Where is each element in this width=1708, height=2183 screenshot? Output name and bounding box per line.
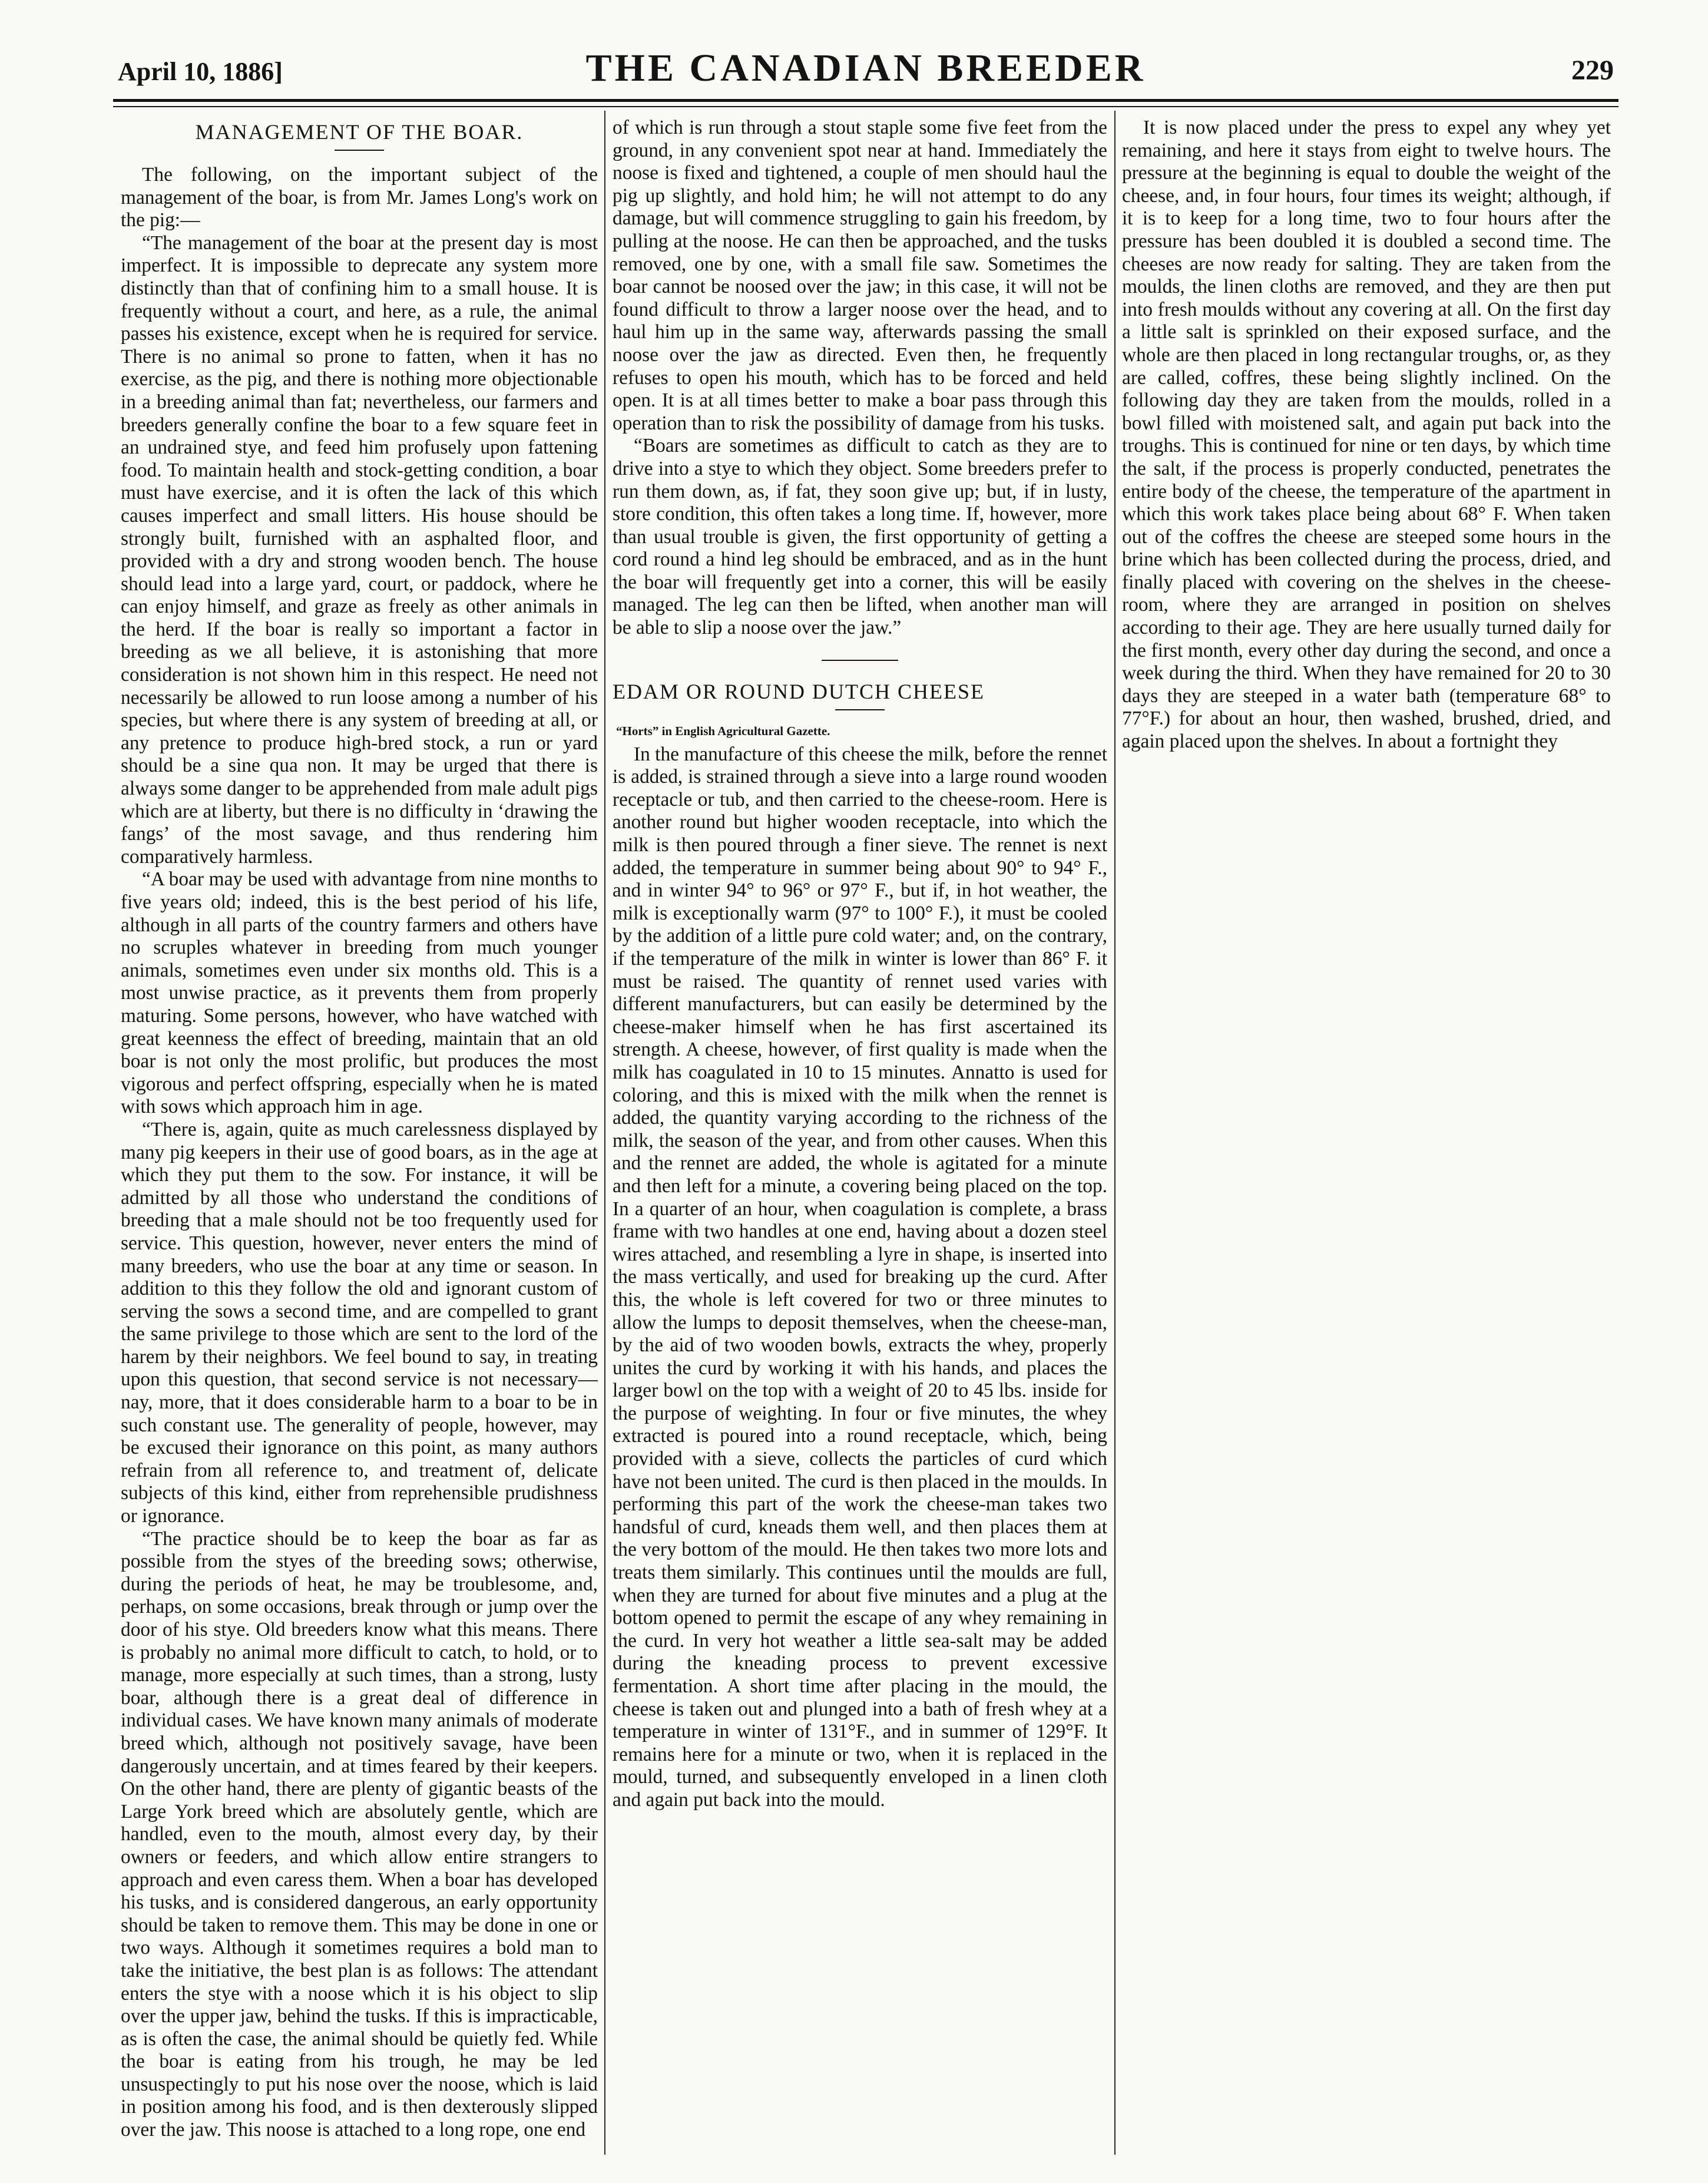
header-rule-thin: [113, 106, 1618, 107]
page-number: 229: [1571, 55, 1614, 86]
edam-paragraph-1: In the manufacture of this cheese the milk, before the rennet is added, is strained through a sieve into a large round wooden receptacle or tub, and then carried to the cheese-room. Here is another round but higher wooden receptacle, into which the milk is then poured through a finer sieve. The rennet is next added, the temperature in summer being about 90° to 94° F., and in winter 94° to 96° or 97° F., but if, in hot weather, the milk is exceptionally warm (97° to 100° F.), it must be cooled by the addition of a little pure cold water; and, on the contrary, if the temperature of the milk in winter is lower than 86° F. it must be raised. The quantity of rennet used varies with different manufacturers, but can easily be determined by the cheese-maker himself when he has first ascertained its strength. A cheese, however, of first quality is made when the milk has coagulated in 10 to 15 minutes. Annatto is used for coloring, and this is mixed with the milk when the rennet is added, the quantity varying according to the richness of the milk, the season of the year, and from other causes. When this and the rennet are added, the whole is agitated for a minute and then left for a minute, a covering being placed on the top. In a quarter of an hour, when coagulation is complete, a brass frame with two handles at one end, having about a dozen steel wires attached, and resembling a lyre in shape, is inserted into the mass vertically, and used for breaking up the curd. After this, the whole is left covered for two or three minutes to allow the lumps to deposit themselves, when the cheese-man, by the aid of two wooden bowls, extracts the whey, properly unites the curd by working it with his hands, and places the larger bowl on the top with a weight of 20 to 45 lbs. inside for the purpose of weighting. In four or five minutes, the whey extracted is poured into a round receptacle, which, being provided with a sieve, collects the particles of curd which have not been united. The curd is then placed in the moulds. In performing this part of the work the cheese-man takes two handsful of curd, kneads them well, and then places them at the very bottom of the mould. He then takes two more lots and treats them similarly. This continues until the moulds are full, when they are turned for about five minutes and a plug at the bottom opened to permit the escape of any whey remaining in the curd. In very hot weather a little sea-salt may be added during the kneading process to prevent excessive fermentation. A short time after placing in the mould, the cheese is taken out and plunged into a bath of fresh whey at a temperature in winter of 131°F., and in summer of 129°F. It remains here for a minute or two, when it is replaced in the mould, turned, and subsequently enveloped in a linen cloth and again put back into the mould.: [613, 743, 1107, 1811]
issue-date: April 10, 1886]: [118, 57, 283, 86]
masthead-title: THE CANADIAN BREEDER: [585, 47, 1146, 90]
boar-paragraph-3: “A boar may be used with advantage from nine months to five years old; indeed, this is the best period of his life, although in all parts of the country farmers and others have no scruples whatever in breeding from much younger animals, sometimes even under six months old. This is a most unwise practice, as it prevents them from properly maturing. Some persons, however, who have watched with great keenness the effect of breeding, maintain that an old boar is not only the most prolific, but produces the most vigorous and perfect offspring, especially when he is mated with sows which approach him in age.: [121, 868, 598, 1118]
page-header: [118, 46, 1614, 99]
edam-paragraph-2: It is now placed under the press to expel any whey yet remaining, and here it stays from eight to twelve hours. The pressure at the beginning is equal to double the weight of the cheese, and, in four hours, four times its weight; although, if it is to keep for a long time, two to four hours after the pressure has been doubled it is doubled a second time. The cheeses are now ready for salting. They are taken from the moulds, the linen cloths are removed, and they are then put into fresh moulds without any covering at all. On the first day a little salt is sprinkled on their exposed surface, and the whole are then placed in long rectangular troughs, or, as they are called, coffres, these being slightly inclined. On the following day they are taken from the moulds, rolled in a bowl filled with moistened salt, and again put back into the troughs. This is continued for nine or ten days, by which time the salt, if the process is properly conducted, penetrates the entire body of the cheese, the temperature of the apartment in which this work takes place being about 68° F. When taken out of the coffres the cheese are steeped some hours in the brine which has been collected during the process, dried, and finally placed with covering on the shelves in the cheese-room, where they are arranged in position on shelves according to their age. They are here usually turned daily for the first month, every other day during the second, and once a week during the third. When they have remained for 20 to 30 days they are steeped in a water bath (temperature 68° to 77°F.) for about an hour, then washed, brushed, dried, and again placed upon the shelves. In about a fortnight they: [1122, 117, 1611, 753]
column-divider-1: [604, 111, 605, 2155]
title-underline: [835, 709, 885, 710]
column-1: [121, 117, 598, 2143]
column-3: [1122, 117, 1611, 2143]
boar-paragraph-5: “The practice should be to keep the boar as far as possible from the styes of the breeding sows; otherwise, during the periods of heat, he may be troublesome, and, perhaps, on some occasions, break through or jump over the door of his stye. Old breeders know what this means. There is probably no animal more difficult to catch, to hold, or to manage, more especially at such times, than a strong, lusty boar, although there is a great deal of difference in individual cases. We have known many animals of moderate breed which, although not positively savage, have been dangerously uncertain, and at times feared by their keepers. On the other hand, there are plenty of gigantic beasts of the Large York breed which are absolutely gentle, which are handled, even to the mouth, almost every day, by their owners or feeders, and which allow entire strangers to approach and even caress them. When a boar has developed his tusks, and is considered dangerous, an early opportunity should be taken to remove them. This may be done in one or two ways. Although it sometimes requires a bold man to take the initiative, the best plan is as follows: The attendant enters the stye with a noose which it is his object to slip over the upper jaw, behind the tusks. If this is impracticable, as is often the case, the animal should be quietly fed. While the boar is eating from his trough, he may be led unsuspectingly to put his nose over the noose, which is laid in position among his food, and is then dexterously slipped over the jaw. This noose is attached to a long rope, one end: [121, 1527, 598, 2141]
article-source: “Horts” in English Agricultural Gazette.: [616, 723, 830, 738]
article-title-edam: EDAM OR ROUND DUTCH CHEESE: [613, 679, 985, 703]
article-title-boar: MANAGEMENT OF THE BOAR.: [195, 120, 524, 144]
boar-paragraph-2: “The management of the boar at the present day is most imperfect. It is impossible to deprecate any system more distinctly than that of confining him to a small house. It is frequently without a court, and here, as a rule, the animal passes his existence, except when he is required for service. There is no animal so prone to fatten, when it has no exercise, as the pig, and there is nothing more objectionable in a breeding animal than fat; nevertheless, our farmers and breeders generally confine the boar to a few square feet in an undrained stye, and feed him profusely upon fattening food. To maintain health and stock-getting condition, a boar must have exercise, and it is often the lack of this which causes imperfect and small litters. His house should be strongly built, furnished with an asphalted floor, and provided with a dry and strong wooden bench. The house should lead into a large yard, court, or paddock, where he can enjoy himself, and graze as freely as other animals in the herd. If the boar is really so important a factor in breeding as we all believe, it is astonishing that more consideration is not shown him in this respect. He need not necessarily be allowed to run loose among a number of his species, but where there is any system of breeding at all, or any pretence to produce high-bred stock, a run or yard should be a sine qua non. It may be urged that there is always some danger to be apprehended from male adult pigs which are at liberty, but there is no difficulty in ‘drawing the fangs’ of the most savage, and thus rendering him comparatively harmless.: [121, 231, 598, 868]
header-rule-thick: [113, 99, 1618, 102]
boar-paragraph-5-continued: of which is run through a stout staple some five feet from the ground, in any convenient spot near at hand. Immediately the noose is fixed and tightened, a couple of men should haul the pig up slightly, and hold him; he will not attempt to do any damage, but will commence struggling to gain his freedom, by pulling at the noose. He can then be approached, and the tusks removed, one by one, with a small file saw. Sometimes the boar cannot be noosed over the jaw; in this case, it will not be found difficult to throw a larger noose over the head, and to haul him up in the same way, afterwards passing the small noose over the jaw as directed. Even then, he frequently refuses to open his mouth, which has to be forced and held open. It is at all times better to make a boar pass through this operation than to risk the possibility of damage from his tusks.: [613, 117, 1107, 434]
boar-paragraph-4: “There is, again, quite as much carelessness displayed by many pig keepers in their use of good boars, as in the age at which they put them to the sow. For instance, it will be admitted by all those who understand the conditions of breeding that a male should not be too frequently used for service. This question, however, never enters the mind of many breeders, who use the boar at any time or season. In addition to this they follow the old and ignorant custom of serving the sows a second time, and are compelled to grant the same privilege to those which are sent to the lord of the harem by their neighbors. We feel bound to say, in treating upon this question, that second service is not necessary—nay, more, that it does considerable harm to a boar to be in such constant use. The generality of people, however, may be excused their ignorance on this point, as many authors refrain from all reference to, and treatment of, delicate subjects of this kind, either from reprehensible prudishness or ignorance.: [121, 1118, 598, 1527]
article-separator: [822, 660, 898, 661]
boar-paragraph-1: The following, on the important subject of the management of the boar, is from Mr. James Long's work on the pig:—: [121, 164, 598, 231]
boar-paragraph-6: “Boars are sometimes as difficult to catch as they are to drive into a stye to which they object. Some breeders prefer to run them down, as, if fat, they soon give up; but, if in lusty, store condition, this often takes a long time. If, however, more than usual trouble is given, the first opportunity of getting a cord round a hind leg should be embraced, and as in the hunt the boar will frequently get into a corner, this will be easily managed. The leg can then be lifted, when another man will be able to slip a noose over the jaw.”: [613, 435, 1107, 639]
column-2: [613, 117, 1107, 2143]
title-underline: [335, 150, 384, 151]
column-divider-2: [1114, 111, 1116, 2155]
